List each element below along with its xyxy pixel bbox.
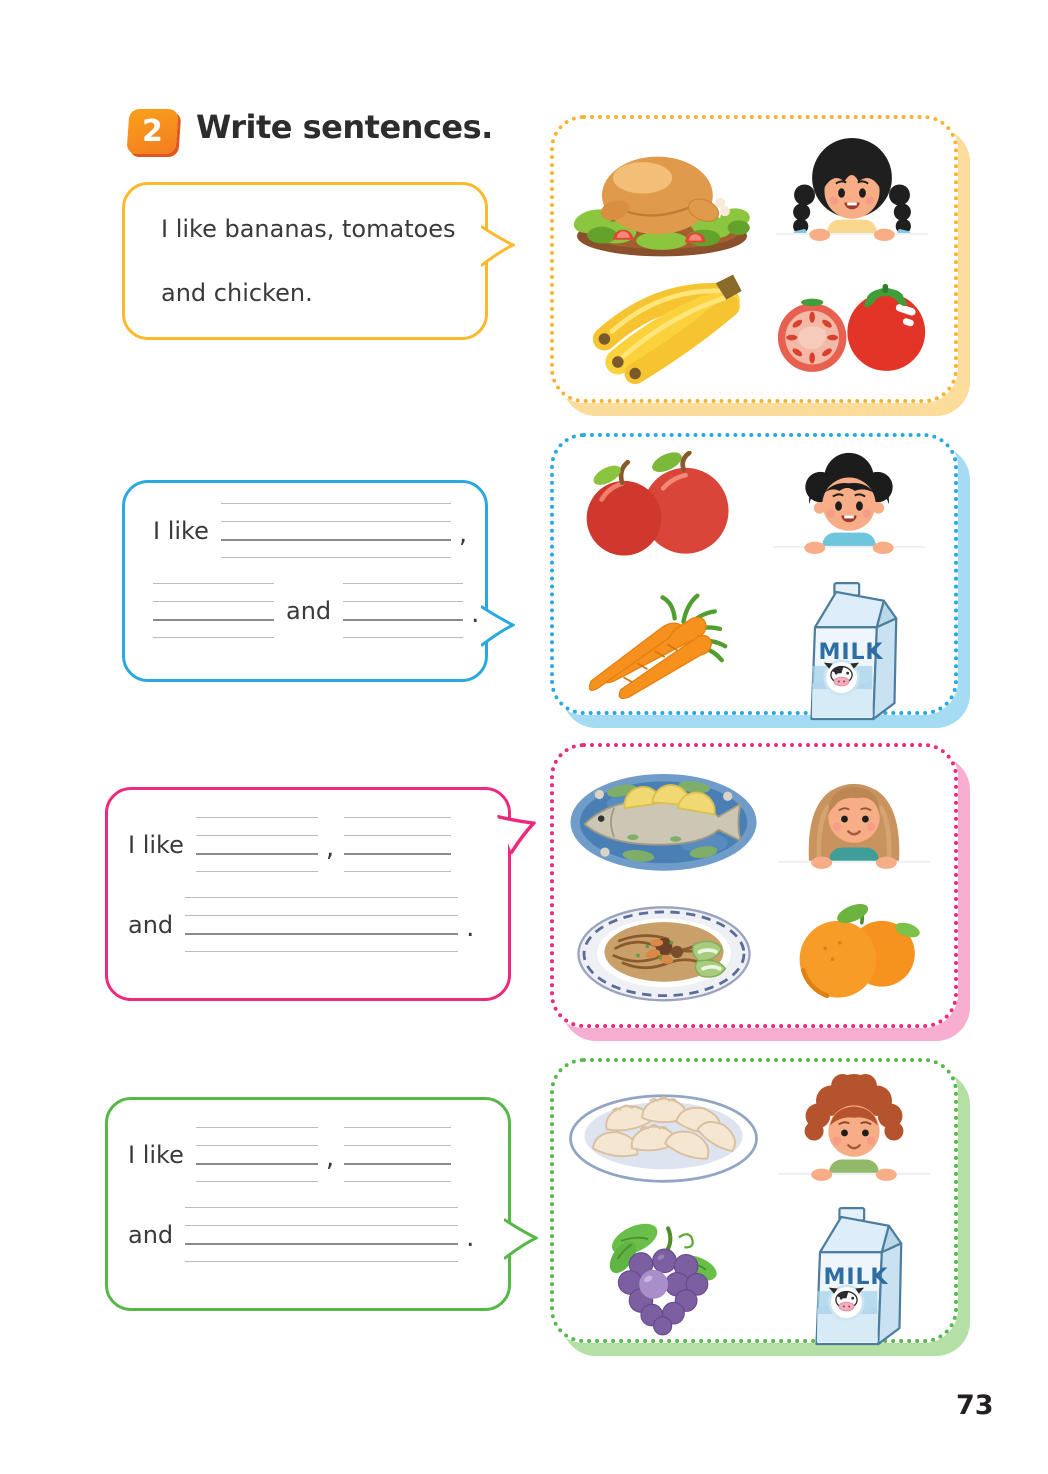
- carrots-icon: [569, 587, 749, 709]
- answer-blank[interactable]: [185, 1207, 458, 1263]
- i-like-label: I like: [128, 1141, 184, 1169]
- milk-carton-icon: [785, 569, 913, 727]
- and-label: and: [128, 1221, 174, 1249]
- tomatoes-icon: [764, 272, 940, 380]
- answer-blank[interactable]: [221, 503, 451, 559]
- i-like-label: I like: [128, 831, 184, 859]
- boy-with-black-hair-icon: [773, 445, 925, 569]
- answer-blank[interactable]: [196, 817, 318, 873]
- dumplings-icon: [564, 1071, 764, 1193]
- page-number: 73: [956, 1390, 994, 1421]
- and-label: and: [128, 911, 174, 939]
- period-label: .: [466, 913, 475, 943]
- bubble-tail: [497, 804, 543, 855]
- activity-number-badge: [126, 109, 178, 154]
- oranges-icon: [774, 899, 934, 1003]
- activity-number: 2: [142, 114, 163, 149]
- answer-blank[interactable]: [196, 1127, 318, 1183]
- example-line-1: I like bananas, tomatoes: [161, 215, 456, 243]
- bubble-tail: [481, 605, 515, 647]
- period-label: .: [466, 1223, 475, 1253]
- comma-label: ,: [325, 833, 335, 863]
- milk-carton-icon: [790, 1194, 918, 1352]
- fill-in-bubble-blue: [122, 480, 488, 682]
- activity-title: Write sentences.: [196, 108, 493, 146]
- noodle-bowl-icon: [571, 890, 757, 1012]
- bubble-tail: [481, 225, 515, 267]
- food-card-green: [550, 1058, 958, 1343]
- example-speech-bubble: [122, 182, 488, 340]
- boy-with-curly-hair-icon: [778, 1070, 930, 1194]
- bananas-icon: [566, 266, 758, 386]
- and-label: and: [286, 597, 332, 625]
- food-card-blue: [550, 433, 958, 715]
- period-label: .: [471, 599, 480, 629]
- grapes-icon: [585, 1210, 743, 1336]
- roast-chicken-icon: [564, 127, 760, 261]
- comma-label: ,: [325, 1143, 335, 1173]
- fill-in-bubble-pink: [105, 787, 511, 1001]
- answer-blank[interactable]: [185, 897, 458, 953]
- apples-icon: [568, 451, 750, 563]
- girl-with-pigtails-icon: [776, 132, 928, 256]
- answer-blank[interactable]: [344, 817, 451, 873]
- fill-in-bubble-green: [105, 1097, 511, 1311]
- answer-blank[interactable]: [344, 1127, 451, 1183]
- example-line-2: and chicken.: [161, 279, 313, 307]
- answer-blank[interactable]: [343, 583, 463, 639]
- food-card-pink: [550, 743, 958, 1028]
- answer-blank[interactable]: [153, 583, 274, 639]
- comma-label: ,: [458, 519, 468, 549]
- bubble-tail: [504, 1218, 538, 1260]
- food-card-yellow: [550, 115, 958, 403]
- fish-on-plate-icon: [564, 757, 764, 883]
- girl-with-long-hair-icon: [778, 758, 930, 882]
- i-like-label: I like: [153, 517, 209, 545]
